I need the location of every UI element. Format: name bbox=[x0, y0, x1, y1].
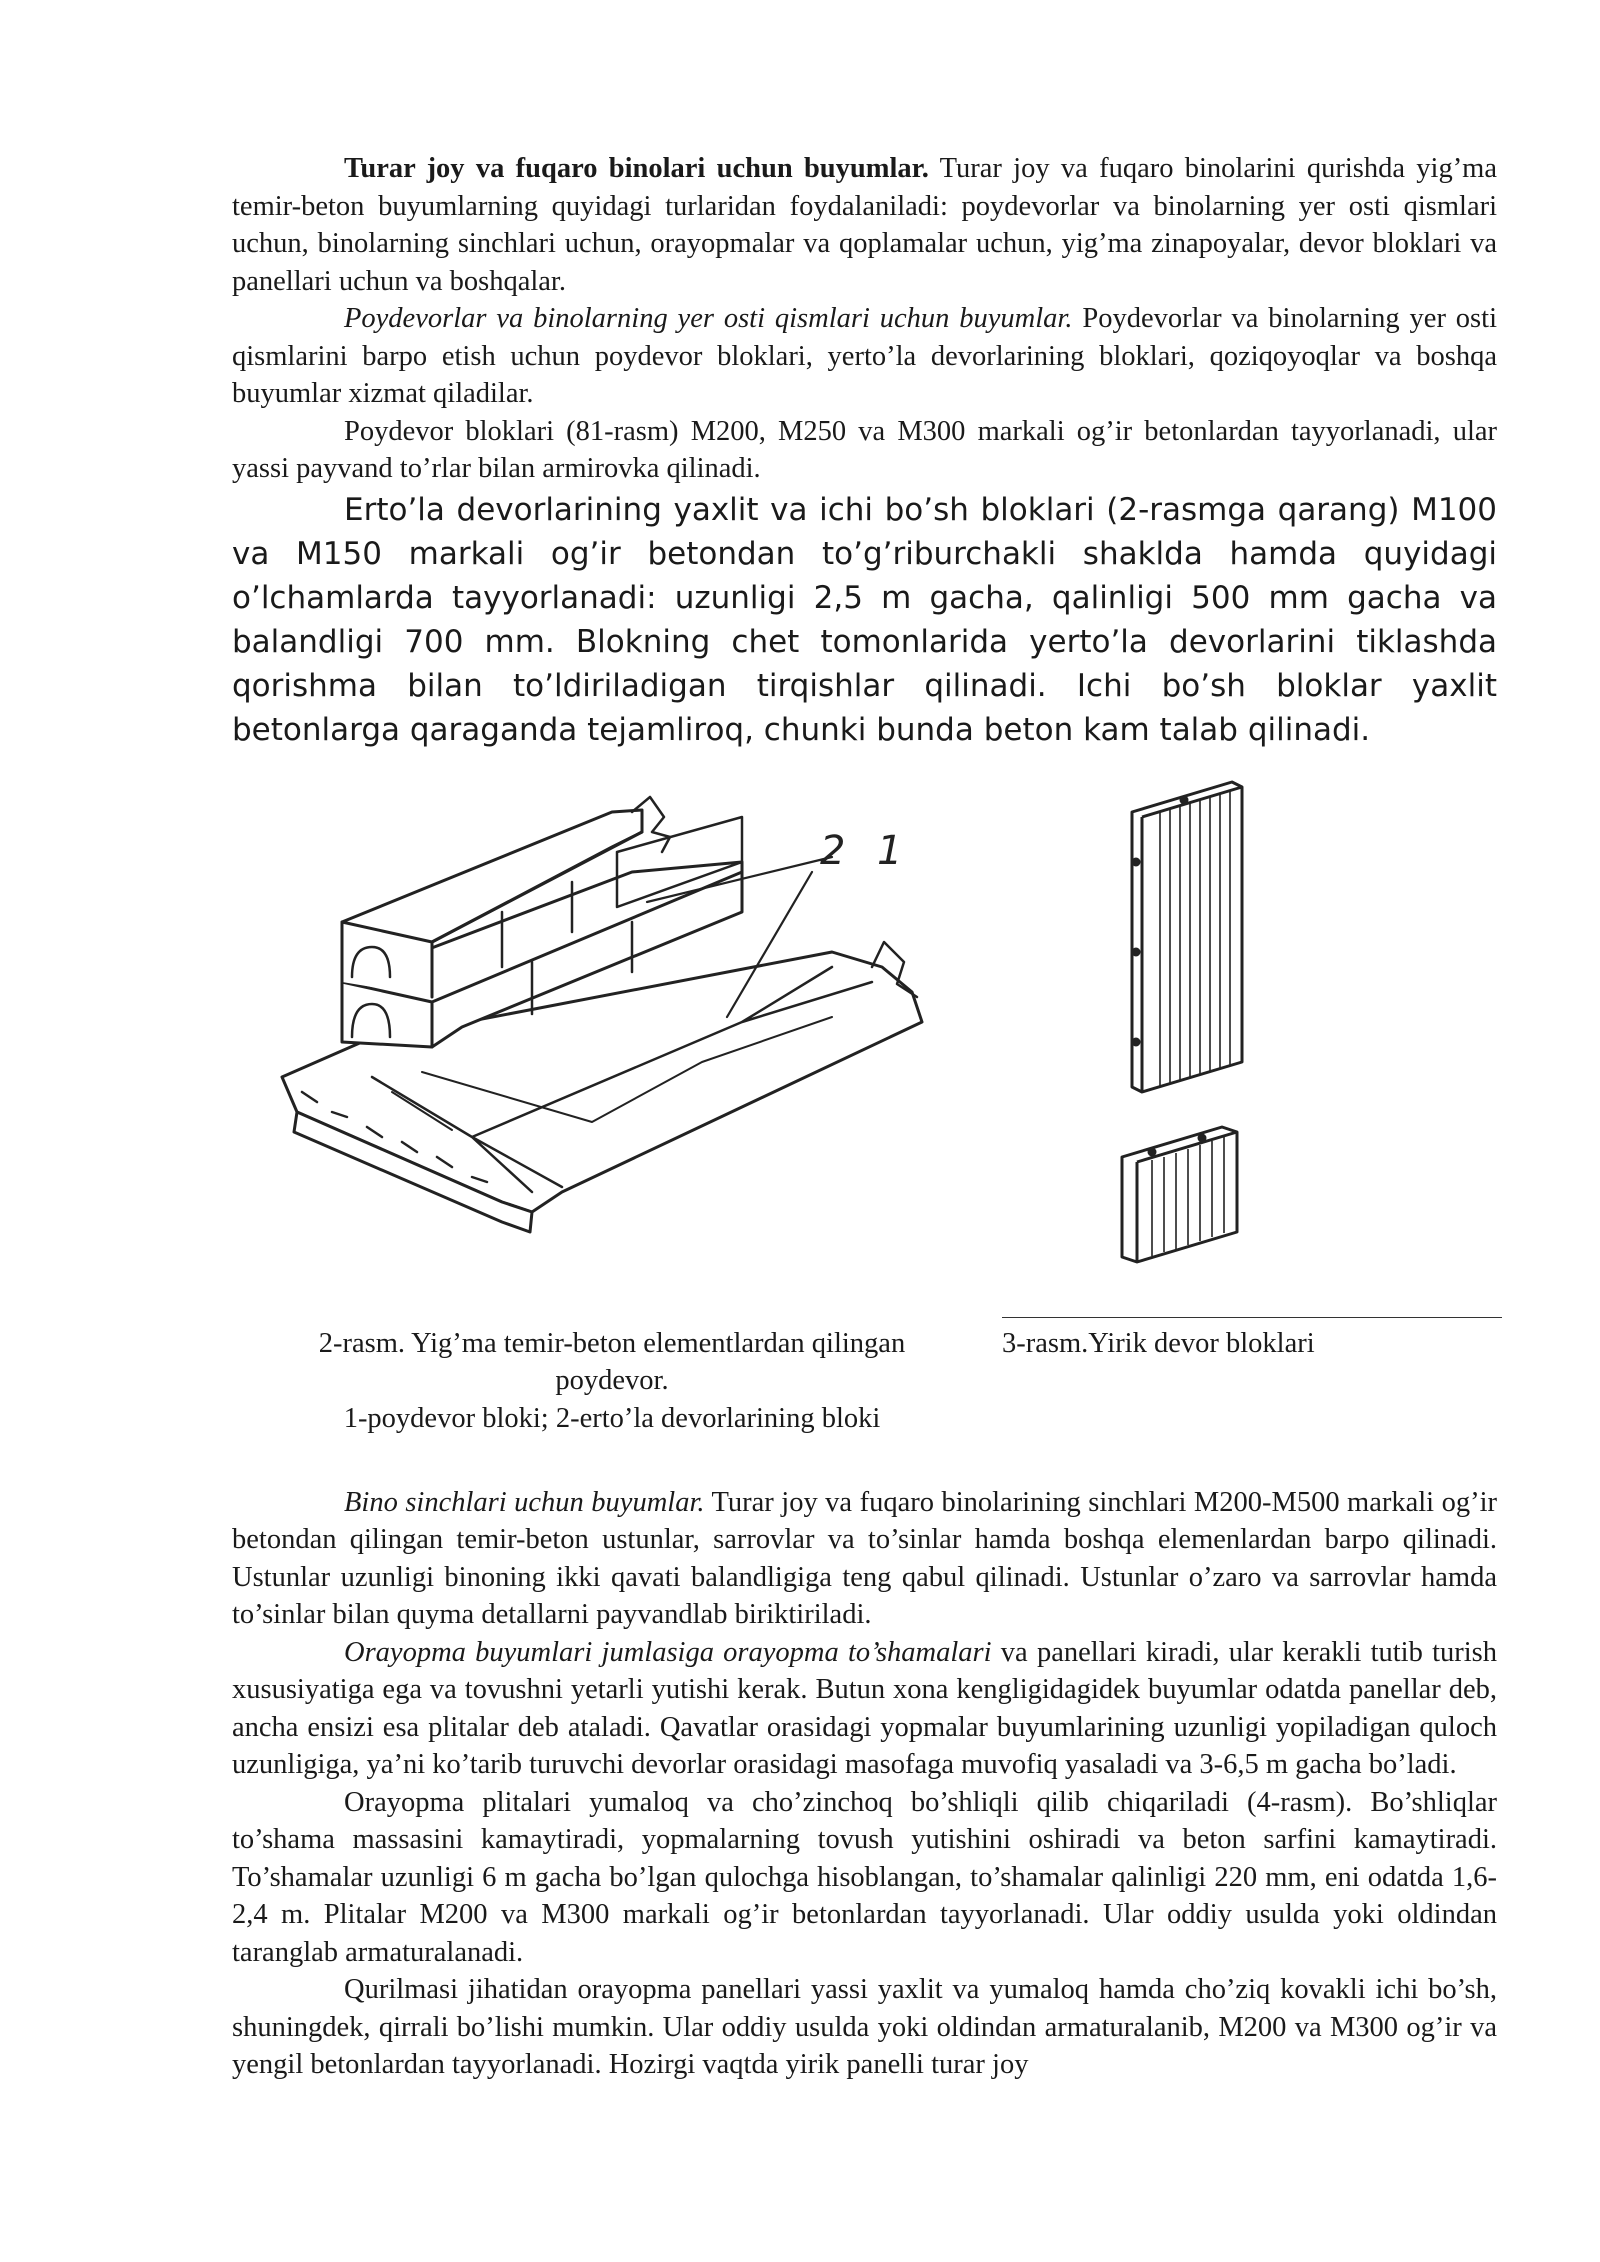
paragraph-heading: Turar joy va fuqaro binolari uchun buyumlar. bbox=[344, 153, 929, 184]
paragraph-text: Turar joy va fuqaro binolarining sinchlari M200-M500 markali og’ir betondan qilingan temir-beton ustunlar, sarrovlar va to’sinlar hamda boshqa elemenlardan barpo qilinadi. Ustunlar uzunligi binoning ikki qavati balandligiga teng qabul qilinadi. Ustunlar o’zaro va sarrovlar hamda to’sinlar bilan quyma detallarni payvandlab biriktiriladi. bbox=[232, 1486, 1497, 1630]
figure-3-caption: 3-rasm.Yirik devor bloklari bbox=[1002, 1327, 1315, 1359]
paragraph-text: Poydevorlar va binolarning yer osti qismlarini barpo etish uchun poydevor bloklari, yerto’la devorlarining bloklari, qoziqoyoqlar va boshqa buyumlar xizmat qiladilar. bbox=[232, 303, 1497, 409]
document-page bbox=[232, 150, 1497, 2084]
paragraph-heading: Poydevorlar va binolarning yer osti qismlari uchun buyumlar. bbox=[344, 303, 1073, 334]
figure-2-caption bbox=[232, 1325, 992, 1438]
caption-line: poydevor. bbox=[555, 1365, 669, 1396]
paragraph-intro bbox=[232, 150, 1497, 300]
paragraph-heading: Orayopma buyumlari jumlasiga orayopma to’shamalari bbox=[344, 1636, 992, 1668]
caption-divider bbox=[1002, 1317, 1502, 1318]
paragraph-text: va panellari kiradi, ular kerakli tutib turish xususiyatiga ega va tovushni yetarli yutishi kerak. Butun xona kengligidagidek buyumlar odatda panellar deb, ancha ensizi esa plitalar deb ataladi. Qavatlar orasidagi yopmalar buyumlarining uzunligi yopiladigan quloch uzunligiga, ya’ni ko’tarib turuvchi devorlar orasidagi masofaga muvofiq yasaladi va 3-6,5 m gacha bo’ladi. bbox=[232, 1636, 1497, 1780]
paragraph-basement-blocks: Erto’la devorlarining yaxlit va ichi bo’sh bloklari (2-rasmga qarang) M100 va M150 markali og’ir betondan to’g’riburchakli shaklda hamda quyidagi o’lchamlarda tayyorlanadi: uzunligi 2,5 m gacha, qalinligi 500 mm gacha va balandligi 700 mm. Blokning chet tomonlarida yerto’la devorlarini tiklashda qorishma bilan to’ldiriladigan tirqishlar qilinadi. Ichi bo’sh bloklar yaxlit betonlarga qaraganda tejamliroq, chunki bunda beton kam talab qilinadi. bbox=[232, 491, 1497, 748]
paragraph-floor-panels: Qurilmasi jihatidan orayopma panellari yassi yaxlit va yumaloq hamda cho’ziq kovakli ichi bo’sh, shuningdek, qirrali bo’lishi mumkin. Ular oddiy usulda yoki oldindan armaturalanib, M200 va M300 og’ir va yengil betonlardan tayyorlanadi. Hozirgi vaqtda yirik panelli turar joy bbox=[232, 1974, 1497, 2080]
caption-line: 2-rasm. Yig’ma temir-beton elementlardan qilingan bbox=[318, 1327, 906, 1359]
paragraph-frames bbox=[232, 1484, 1497, 1634]
caption-line: 1-poydevor bloki; 2-erto’la devorlarining bloki bbox=[343, 1402, 881, 1434]
paragraph-floor-slabs: Orayopma plitalari yumaloq va cho’zinchoq bo’shliqli qilib chiqariladi (4-rasm). Bo’shliqlar to’shama massasini kamaytiradi, yopmalarning tovush yutishini oshiradi va beton sarfini kamaytiradi. To’shamalar uzunligi 6 m gacha bo’lgan qulochga hisoblangan, to’shamalar qalinligi 220 mm, eni odatda 1,6-2,4 m. Plitalar M200 va M300 markali og’ir betonlardan tayyorlanadi. Ular oddiy usulda yoki oldindan taranglab armaturalanadi. bbox=[232, 1786, 1497, 1968]
wall-blocks-drawing bbox=[1112, 772, 1412, 1302]
label-1: 1 bbox=[877, 827, 903, 874]
paragraph-floor-items bbox=[232, 1634, 1497, 1784]
paragraph-foundation-blocks: Poydevor bloklari (81-rasm) M200, M250 va M300 markali og’ir betonlardan tayyorlanadi, ular yassi payvand to’rlar bilan armirovka qilinadi. bbox=[232, 415, 1497, 484]
paragraph-heading: Bino sinchlari uchun buyumlar. bbox=[344, 1486, 705, 1518]
foundation-drawing bbox=[272, 792, 992, 1312]
label-2: 2 bbox=[820, 827, 846, 874]
paragraph-foundations bbox=[232, 300, 1497, 413]
figures-row bbox=[232, 772, 1497, 1452]
paragraph-text: Turar joy va fuqaro binolarini qurishda yig’ma temir-beton buyumlarning quyidagi turlaridan foydalaniladi: poydevorlar va binolarning yer osti qismlari uchun, binolarning sinchlari uchun, orayopmalar va qoplamalar uchun, yig’ma zinapoyalar, devor bloklari va panellari uchun va boshqalar. bbox=[232, 153, 1497, 297]
